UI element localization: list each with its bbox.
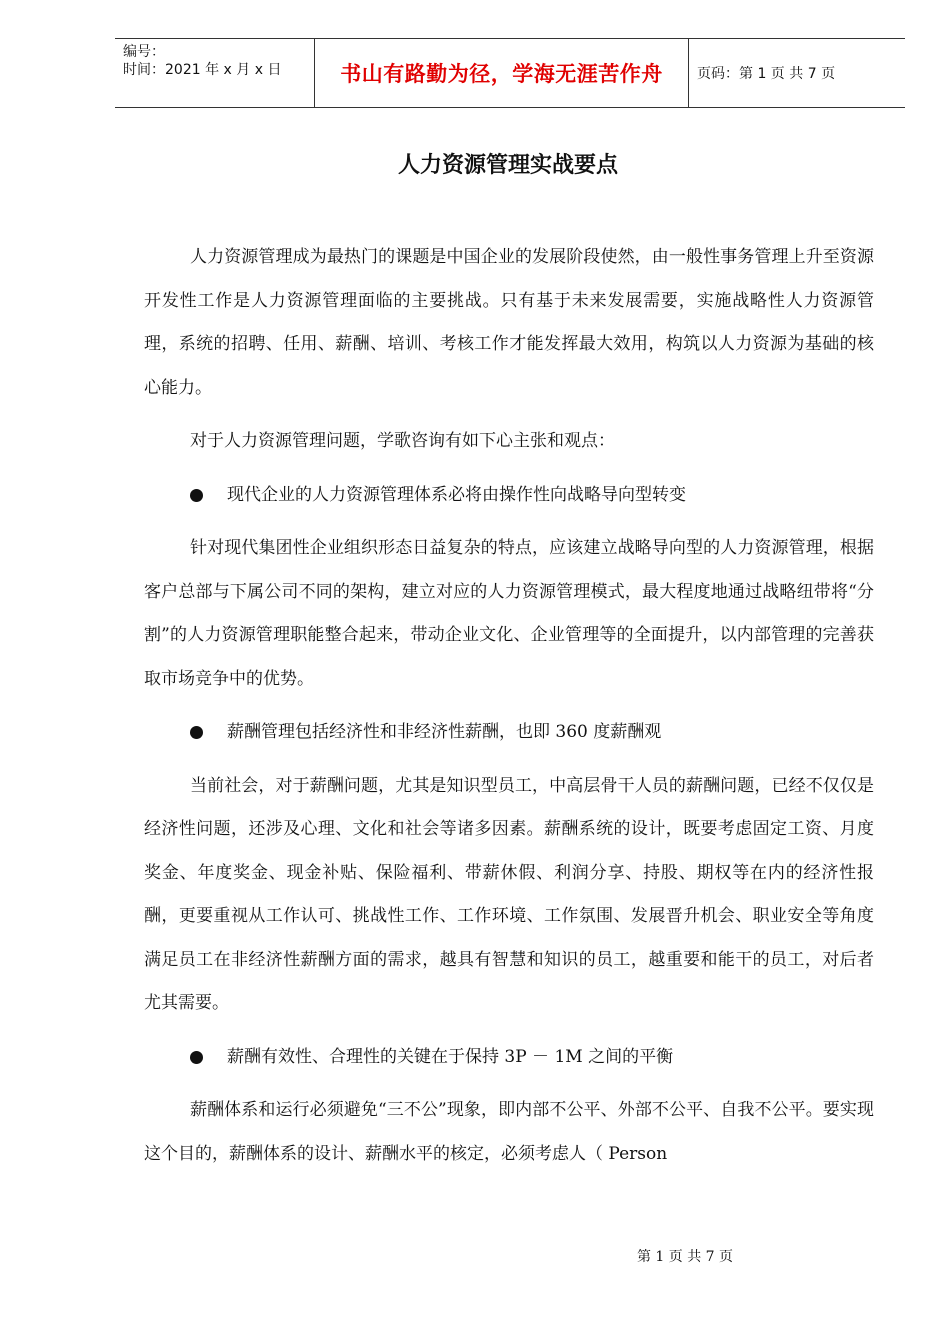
paragraph: 人力资源管理成为最热门的课题是中国企业的发展阶段使然，由一般性事务管理上升至资源开发性工作是人力资源管理面临的主要挑战。只有基于未来发展需要，实施战略性人力资源管理，系统的招聘、任用、薪酬、培训、考核工作才能发挥最大效用，构筑以人力资源为基础的核心能力。 [144, 247, 874, 398]
header-meta [115, 39, 315, 107]
paragraph: 薪酬体系和运行必须避免“三不公”现象，即内部不公平、外部不公平、自我不公平。要实现这个目的，薪酬体系的设计、薪酬水平的核定，必须考虑人（ Person [144, 1100, 874, 1164]
bullet-item [144, 711, 874, 755]
bullet-item [144, 1036, 874, 1080]
bullet-text: 现代企业的人力资源管理体系必将由操作性向战略导向型转变 [227, 484, 686, 505]
paragraph: 针对现代集团性企业组织形态日益复杂的特点，应该建立战略导向型的人力资源管理，根据客户总部与下属公司不同的架构，建立对应的人力资源管理模式，最大程度地通过战略纽带将“分割”的人力资源管理职能整合起来，带动企业文化、企业管理等的全面提升，以内部管理的完善获取市场竞争中的优势。 [144, 538, 874, 689]
header-page-info: 页码：第 1 页 共 7 页 [697, 66, 836, 82]
header-motto: 书山有路勤为径，学海无涯苦作舟 [315, 39, 689, 107]
time-label: 时间：2021 年 x 月 x 日 [123, 62, 282, 78]
bullet-text: 薪酬有效性、合理性的关键在于保持 3P － 1M 之间的平衡 [227, 1046, 674, 1067]
page-header [115, 38, 905, 108]
document-title: 人力资源管理实战要点 [397, 153, 618, 178]
document-body [144, 236, 874, 1176]
bullet-dot-icon [190, 489, 203, 502]
bullet-text: 薪酬管理包括经济性和非经济性薪酬，也即 360 度薪酬观 [227, 722, 662, 742]
bullet-dot-icon [190, 1051, 203, 1064]
number-label: 编号： [123, 44, 165, 60]
paragraph: 当前社会，对于薪酬问题，尤其是知识型员工，中高层骨干人员的薪酬问题，已经不仅仅是经济性问题，还涉及心理、文化和社会等诸多因素。薪酬系统的设计，既要考虑固定工资、月度奖金、年度奖金、现金补贴、保险福利、带薪休假、利润分享、持股、期权等在内的经济性报酬，更要重视从工作认可、挑战性工作、工作环境、工作氛围、发展晋升机会、职业安全等角度满足员工在非经济性薪酬方面的需求，越具有智慧和知识的员工，越重要和能干的员工，对后者尤其需要。 [144, 775, 874, 1013]
bullet-item [144, 474, 874, 518]
page-footer: 第 1 页 共 7 页 [636, 1249, 734, 1265]
bullet-dot-icon [190, 726, 203, 739]
paragraph: 对于人力资源管理问题，学歌咨询有如下心主张和观点： [190, 431, 615, 451]
